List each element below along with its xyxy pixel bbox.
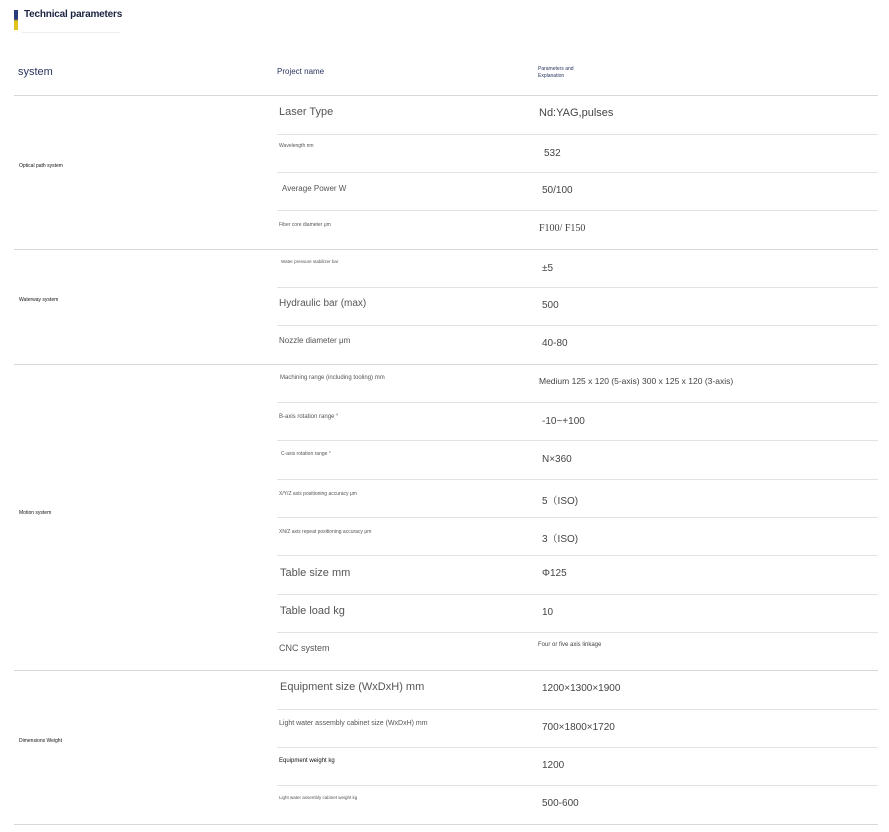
group-label: Dimensions Weight [19, 738, 62, 744]
parameter-value: Φ125 [542, 568, 567, 579]
parameter-name: Laser Type [279, 106, 334, 118]
parameter-value: N×360 [542, 454, 572, 465]
table-row [277, 480, 878, 518]
table-header [14, 56, 878, 96]
table-row [277, 671, 878, 710]
parameter-name: C-axis rotation range ° [281, 451, 331, 457]
parameter-name: CNC system [279, 643, 330, 653]
table-row [277, 441, 878, 480]
parameter-name: Light water assembly cabinet weight kg [279, 795, 358, 800]
table-row [277, 96, 878, 135]
header-system: system [18, 66, 53, 78]
table-row [277, 633, 878, 670]
parameter-value: 700×1800×1720 [542, 722, 615, 733]
parameter-name: Wavelength nm [279, 143, 314, 149]
parameter-value: 532 [544, 148, 561, 159]
parameter-name: Equipment weight kg [279, 758, 335, 764]
parameter-name: Hydraulic bar (max) [279, 298, 367, 309]
group-motion [14, 365, 878, 671]
parameter-name: Fiber core diameter μm [279, 222, 331, 228]
table-row [277, 135, 878, 173]
parameter-value: 50/100 [542, 185, 573, 196]
parameter-value: 500-600 [542, 798, 579, 809]
table-row [277, 326, 878, 363]
table-row [277, 365, 878, 403]
table-row [277, 556, 878, 595]
parameter-value: 5（ISO) [542, 496, 579, 507]
group-waterway [14, 250, 878, 365]
parameter-value: F100/ F150 [539, 223, 586, 234]
table-row [277, 250, 878, 288]
parameter-name: Table size mm [280, 567, 351, 579]
parameter-value: 500 [542, 300, 559, 311]
parameter-value: Nd:YAG,pulses [539, 107, 614, 119]
header-parameters-line2: Explanation [538, 73, 565, 79]
table-row [277, 288, 878, 326]
table-row [277, 710, 878, 748]
header-parameters-line1: Parameters and [538, 66, 574, 72]
table-row [277, 786, 878, 823]
table-row [277, 595, 878, 633]
parameter-value: -10~+100 [542, 416, 585, 427]
parameter-value: 40-80 [542, 338, 568, 349]
parameter-name: X/Y/Z axis positioning accuracy μm [279, 491, 357, 497]
group-label: Motion system [19, 510, 52, 516]
group-optical-path [14, 96, 878, 250]
parameter-name: XN/Z axis repeat positioning accuracy μm [279, 529, 372, 535]
group-label: Waterway system [19, 297, 59, 303]
parameter-name: Machining range (including tooling) mm [280, 375, 385, 381]
parameter-value: ±5 [542, 263, 554, 274]
table-row [277, 518, 878, 556]
group-dimensions-weight [14, 671, 878, 825]
header-project-name: Project name [277, 67, 325, 76]
parameter-name: Equipment size (WxDxH) mm [280, 681, 425, 693]
parameter-value: Medium 125 x 120 (5-axis) 300 x 125 x 120 (3-axis) [539, 376, 734, 386]
parameter-name: Light water assembly cabinet size (WxDxH) mm [279, 720, 428, 727]
table-row [277, 748, 878, 786]
title-divider [22, 32, 120, 33]
parameter-name: Nozzle diameter μm [279, 336, 351, 345]
parameter-name: Table load kg [280, 605, 345, 617]
title-accent-bar [14, 10, 18, 30]
parameter-name: Average Power W [282, 184, 347, 193]
parameter-value: 3（ISO) [542, 534, 579, 545]
parameter-value: Four or five axis linkage [538, 642, 602, 648]
parameter-value: 1200 [542, 760, 565, 771]
header-parameters [538, 66, 598, 80]
parameter-value: 10 [542, 607, 554, 618]
table-row [277, 403, 878, 441]
page-title: Technical parameters [24, 9, 123, 20]
parameter-name: Water pressure stabilizer bar [281, 259, 339, 264]
parameter-name: B-axis rotation range ° [279, 414, 339, 420]
table-row [277, 211, 878, 248]
table-row [277, 173, 878, 211]
parameter-value: 1200×1300×1900 [542, 683, 621, 694]
group-label: Optical path system [19, 163, 63, 169]
